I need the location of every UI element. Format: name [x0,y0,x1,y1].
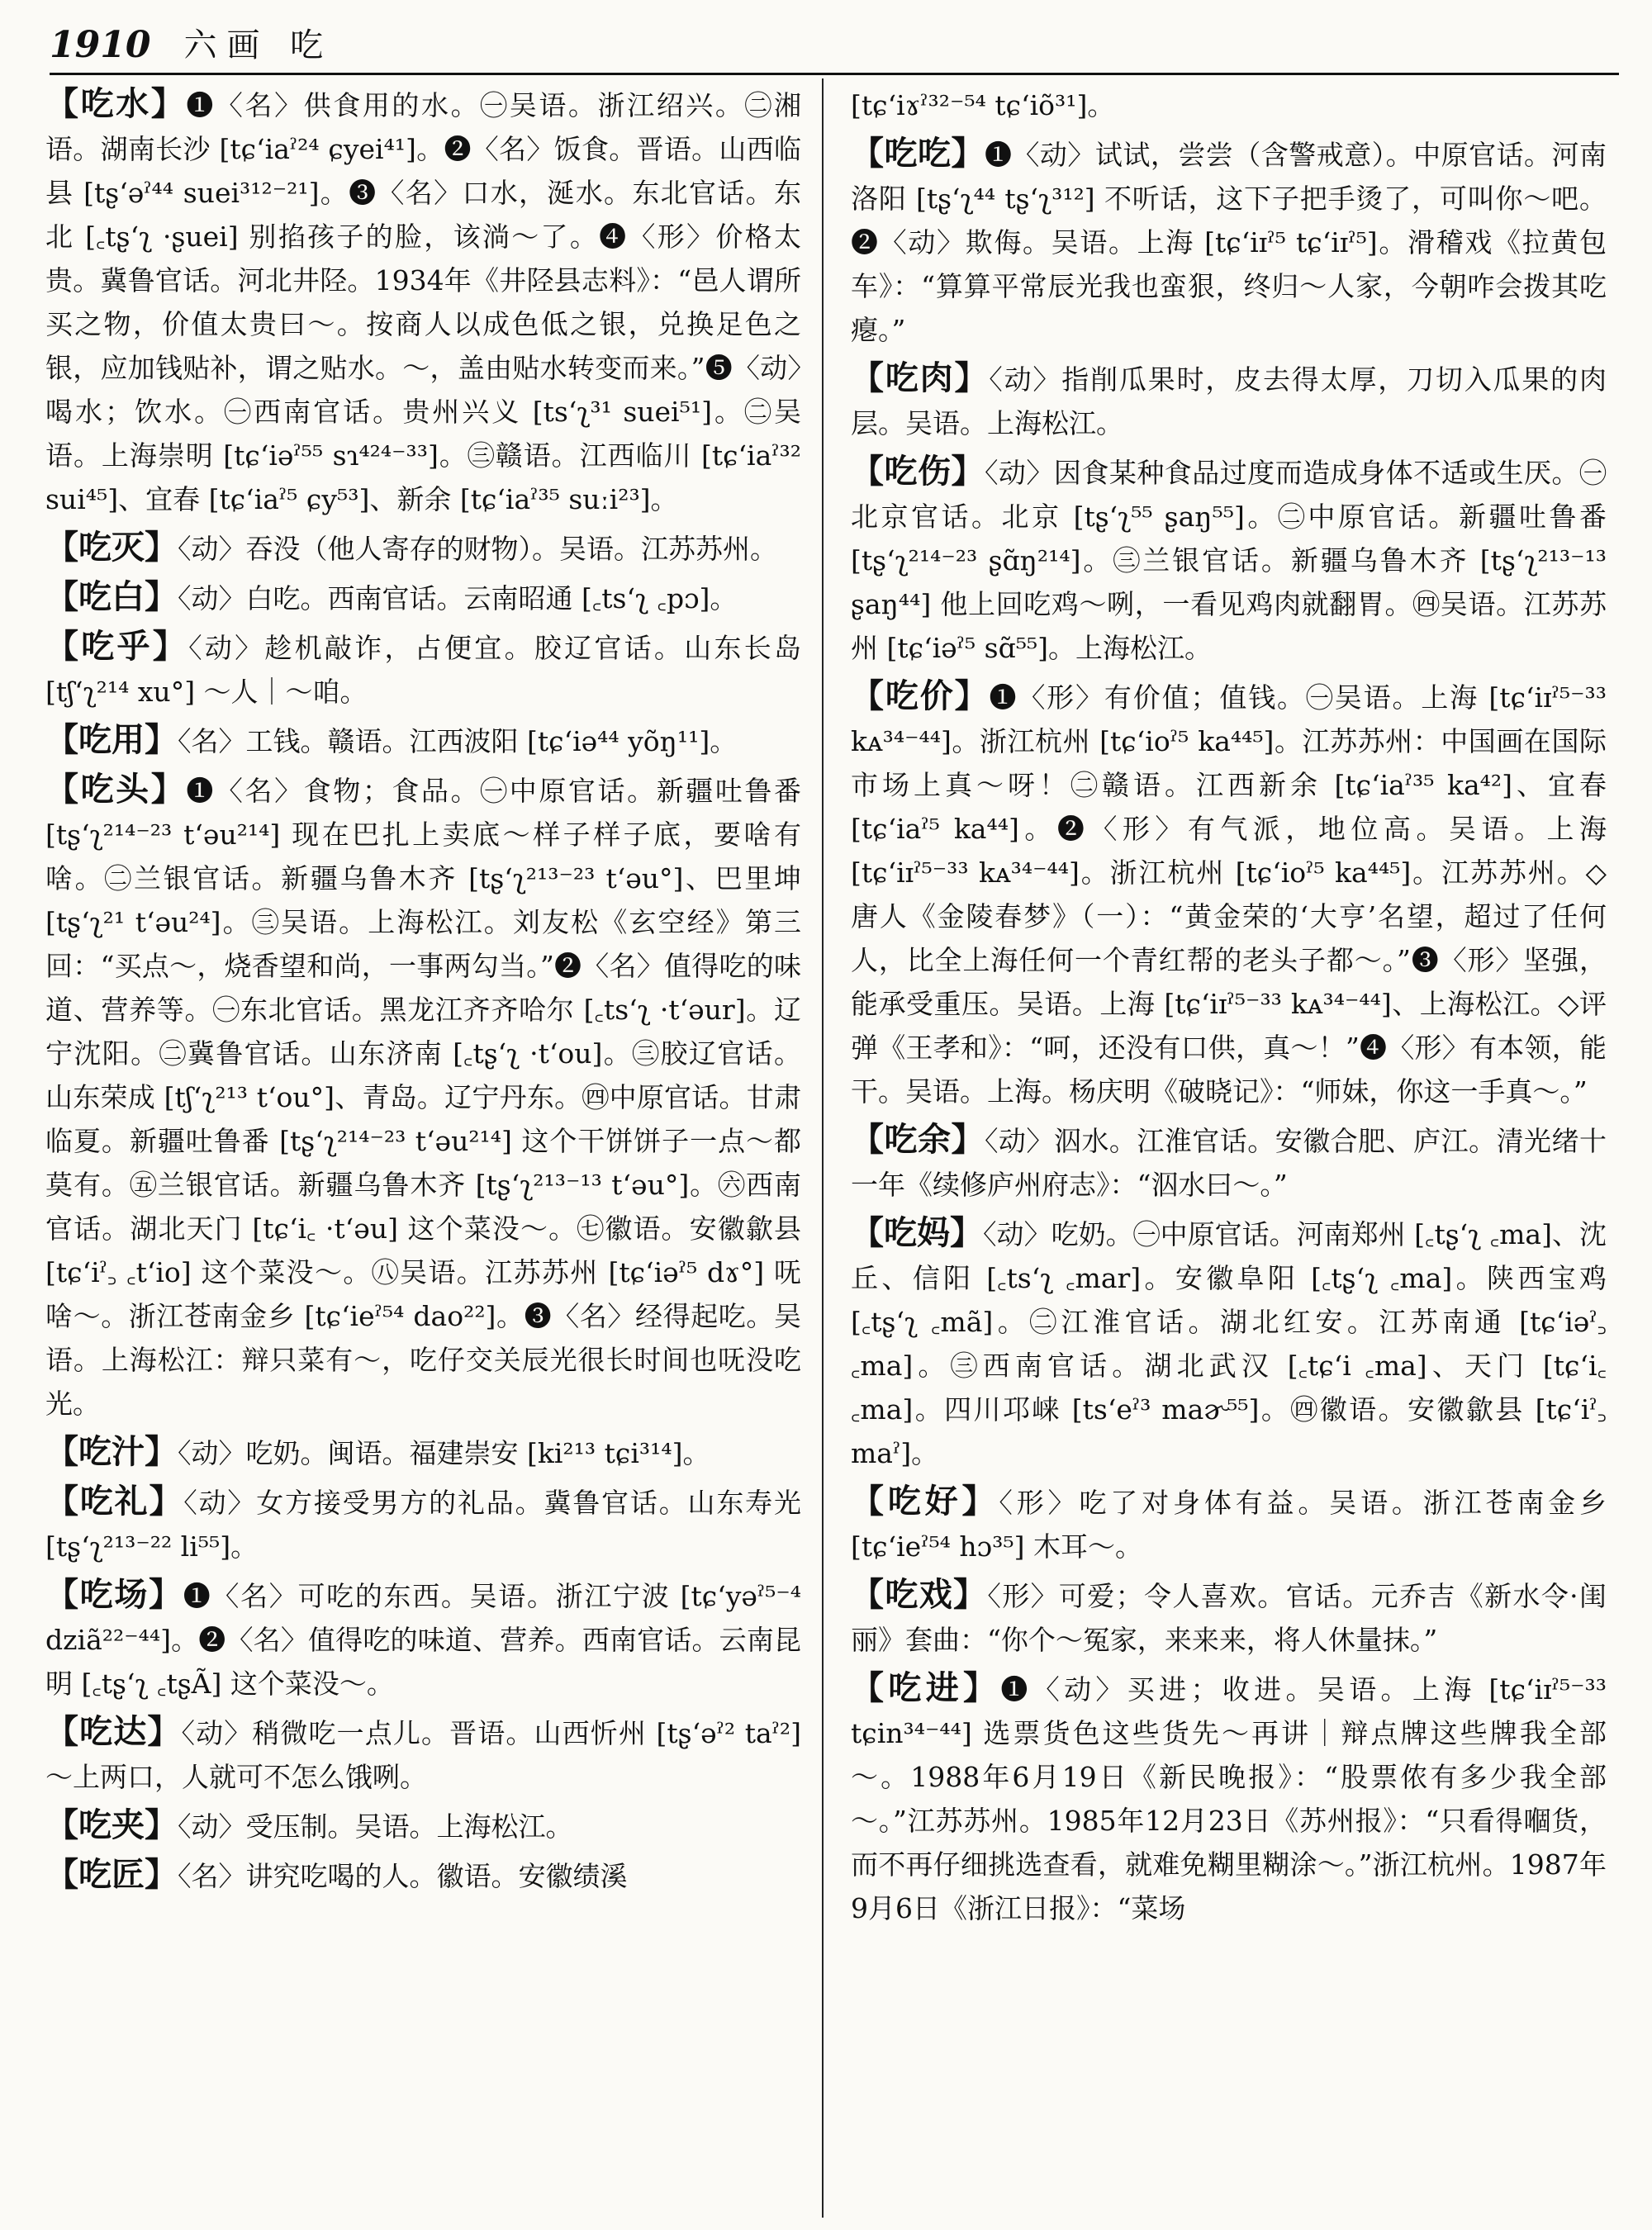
dictionary-entry [45,719,801,763]
definition: 〈动〉泅水。江淮官话。安徽合肥、庐江。清光绪十一年《续修庐州府志》：“泅水曰～。” [851,1125,1607,1201]
definition: 〈动〉女方接受男方的礼品。冀鲁官话。山东寿光 [tʂʻʅ²¹³⁻²² li⁵⁵]。 [45,1487,801,1563]
headword: 【吃汁】 [45,1433,178,1471]
definition: [tɕʻiɤˀ³²⁻⁵⁴ tɕʻiõ³¹]。 [851,89,1115,121]
definition: 〈动〉吞没（他人寄存的财物）。吴语。江苏苏州。 [178,533,777,565]
definition: ❶〈形〉有价值；值钱。㊀吴语。上海 [tɕʻiɪˀ⁵⁻³³ kᴀ³⁴⁻⁴⁴]。浙江杭州 [tɕʻioˀ⁵ ka⁴⁴⁵]。江苏苏州：中国画在国际市场上真～呀！㊁赣语。江西新余 [tɕʻiaˀ³⁵ ka⁴²]、宜春 [tɕʻiaˀ⁵ ka⁴⁴]。❷〈形〉有气派，地位高。吴语。上海 [tɕʻiɪˀ⁵⁻³³ kᴀ³⁴⁻⁴⁴]。浙江杭州 [tɕʻioˀ⁵ ka⁴⁴⁵]。江苏苏州。◇唐人《金陵春梦》（一）：“黄金荣的‘大亨’名望，超过了任何人，比全上海任何一个青红帮的老头子都～。”❸〈形〉坚强，能承受重压。吴语。上海 [tɕʻiɪˀ⁵⁻³³ kᴀ³⁴⁻⁴⁴]、上海松江。◇评弹《王孝和》：“呵，还没有口供，真～！”❹〈形〉有本领，能干。吴语。上海。杨庆明《破晓记》：“师妹，你这一手真～。” [851,681,1607,1108]
definition: 〈动〉因食某种食品过度而造成身体不适或生厌。㊀北京官话。北京 [tʂʻʅ⁵⁵ ʂaŋ⁵⁵]。㊁中原官话。新疆吐鲁番 [tʂʻʅ²¹⁴⁻²³ ʂɑ̃ŋ²¹⁴]。㊂兰银官话。新疆乌鲁木齐 [tʂʻʅ²¹³⁻¹³ ʂaŋ⁴⁴] 他上回吃鸡～咧，一看见鸡肉就翻胃。㊃吴语。江苏苏州 [tɕʻiəˀ⁵ sɑ̃⁵⁵]。上海松江。 [851,457,1607,664]
dictionary-entry [851,1573,1607,1662]
headword: 【吃头】 [45,771,187,809]
definition: 〈动〉吃奶。闽语。福建崇安 [ki²¹³ tɕi³¹⁴]。 [178,1437,710,1469]
definition: 〈动〉稍微吃一点儿。晋语。山西忻州 [tʂʻəˀ² taˀ²] ～上两口，人就可不怎么饿咧。 [45,1717,801,1793]
headword: 【吃夹】 [45,1806,178,1844]
headword: 【吃吃】 [851,135,985,173]
dictionary-entry [45,625,801,714]
dictionary-entry [45,768,801,1426]
dictionary-entry [45,576,801,620]
definition: ❶〈名〉食物；食品。㊀中原官话。新疆吐鲁番 [tʂʻʅ²¹⁴⁻²³ tʻəu²¹⁴] 现在巴扎上卖底～样子样子底，要啥有啥。㊁兰银官话。新疆乌鲁木齐 [tʂʻʅ²¹³⁻²³ tʻəu°]、巴里坤 [tʂʻʅ²¹ tʻəu²⁴]。㊂吴语。上海松江。刘友松《玄空经》第三回：“买点～，烧香望和尚，一事两勾当。”❷〈名〉值得吃的味道、营养等。㊀东北官话。黑龙江齐齐哈尔 [꜀tsʻʅ ·tʻəur]。辽宁沈阳。㊁冀鲁官话。山东济南 [꜀tʂʻʅ ·tʻou]。㊂胶辽官话。山东荣成 [tʃʻʅ²¹³ tʻou°]、青岛。辽宁丹东。㊃中原官话。甘肃临夏。新疆吐鲁番 [tʂʻʅ²¹⁴⁻²³ tʻəu²¹⁴] 这个干饼饼子一点～都莫有。㊄兰银官话。新疆乌鲁木齐 [tʂʻʅ²¹³⁻¹³ tʻəu°]。㊅西南官话。湖北天门 [tɕʻi꜀ ·tʻəu] 这个菜没～。㊆徽语。安徽歙县 [tɕʻiˀ꜆ ꜀tʻio] 这个菜没～。㊇吴语。江苏苏州 [tɕʻiəˀ⁵ dɤ°] 呒啥～。浙江苍南金乡 [tɕʻieˀ⁵⁴ dao²²]。❸〈名〉经得起吃。吴语。上海松江：辩只菜有～，吃仔交关辰光很长时间也呒没吃光。 [45,775,801,1420]
dictionary-entry [851,357,1607,445]
headword: 【吃戏】 [851,1576,988,1614]
right-column [851,83,1607,2213]
headword: 【吃场】 [45,1576,183,1614]
definition: 〈动〉受压制。吴语。上海松江。 [178,1810,573,1843]
dictionary-entry [851,675,1607,1113]
headword: 【吃灭】 [45,529,178,567]
dictionary-entry [45,1480,801,1568]
dictionary-entry [45,1804,801,1848]
definition: 〈动〉指削瓜果时，皮去得太厚，刀切入瓜果的肉层。吴语。上海松江。 [851,363,1607,439]
definition: ❶〈名〉供食用的水。㊀吴语。浙江绍兴。㊁湘语。湖南长沙 [tɕʻiaˀ²⁴ ɕyei⁴¹]。❷〈名〉饭食。晋语。山西临县 [tʂʻəˀ⁴⁴ suei³¹²⁻²¹]。❸〈名〉口水，涎水。东北官话。东北 [꜀tʂʻʅ ·ʂuei] 别掐孩子的脸，该淌～了。❹〈形〉价格太贵。冀鲁官话。河北井陉。1934年《井陉县志料》：“邑人谓所买之物，价值太贵曰～。按商人以成色低之银，兑换足色之银，应加钱贴补，谓之贴水。～，盖由贴水转变而来。”❺〈动〉喝水；饮水。㊀西南官话。贵州兴义 [tsʻʅ³¹ suei⁵¹]。㊁吴语。上海崇明 [tɕʻiəˀ⁵⁵ sɿ⁴²⁴⁻³³]。㊂赣语。江西临川 [tɕʻiaˀ³² sui⁴⁵]、宜春 [tɕʻiaˀ⁵ ɕy⁵³]、新余 [tɕʻiaˀ³⁵ suːi²³]。 [45,89,801,515]
dictionary-entry [45,1853,801,1898]
definition: 〈名〉讲究吃喝的人。徽语。安徽绩溪 [178,1860,628,1892]
dictionary-entry [851,132,1607,352]
column-divider [822,78,824,2218]
headword: 【吃妈】 [851,1214,984,1252]
definition: 〈动〉白吃。西南官话。云南昭通 [꜀tsʻʅ ꜀pɔ]。 [178,582,738,614]
dictionary-entry [45,1431,801,1475]
headword: 【吃价】 [851,677,990,715]
section-title: 六画 吃 [183,26,334,64]
dictionary-entry [851,450,1607,670]
definition: 〈形〉吃了对身体有益。吴语。浙江苍南金乡 [tɕʻieˀ⁵⁴ hɔ³⁵] 木耳～。 [851,1487,1607,1563]
definition: ❶〈动〉买进；收进。吴语。上海 [tɕʻiɪˀ⁵⁻³³ tɕin³⁴⁻⁴⁴] 选票货色这些货先～再讲｜辩点牌这些牌我全部～。1988年6月19日《新民晚报》：“股票侬有多少我全部～。”江苏苏州。1985年12月23日《苏州报》：“只看得嗰货，而不再仔细挑选查看，就难免糊里糊涂～。”浙江杭州。1987年9月6日《浙江日报》：“菜场 [851,1673,1607,1924]
headword: 【吃白】 [45,578,178,616]
dictionary-entry [45,83,801,521]
headword: 【吃礼】 [45,1483,184,1521]
dictionary-entry [851,1118,1607,1207]
page-number: 1910 [50,24,151,66]
page-header [50,15,1619,75]
dictionary-entry [851,1667,1607,1930]
dictionary-entry [45,1573,801,1706]
dictionary-entry [45,526,801,571]
definition: 〈名〉工钱。赣语。江西波阳 [tɕʻiə⁴⁴ yõŋ¹¹]。 [178,725,738,757]
headword: 【吃乎】 [45,628,189,666]
headword: 【吃达】 [45,1713,182,1751]
headword: 【吃好】 [851,1483,999,1521]
dictionary-entry [851,83,1607,127]
definition: ❶〈名〉可吃的东西。吴语。浙江宁波 [tɕʻyəˀ⁵⁻⁴ dziã²²⁻⁴⁴]。❷〈名〉值得吃的味道、营养。西南官话。云南昆明 [꜀tʂʻʅ ꜀tʂÃ] 这个菜没～。 [45,1580,801,1700]
left-column [45,83,801,2213]
headword: 【吃匠】 [45,1856,178,1894]
headword: 【吃水】 [45,85,187,123]
headword: 【吃伤】 [851,453,985,491]
definition: 〈形〉可爱；令人喜欢。官话。元乔吉《新水令·闺丽》套曲：“你个～冤家，来来来，将人休量抹。” [851,1580,1607,1656]
dictionary-entry [45,1710,801,1799]
headword: 【吃进】 [851,1669,1001,1707]
headword: 【吃余】 [851,1121,985,1159]
definition: 〈动〉趁机敲诈，占便宜。胶辽官话。山东长岛 [tʃʻʅ²¹⁴ xu°] ～人｜～咱。 [45,632,801,708]
headword: 【吃肉】 [851,359,990,397]
headword: 【吃用】 [45,721,178,759]
dictionary-entry [851,1480,1607,1568]
definition: 〈动〉吃奶。㊀中原官话。河南郑州 [꜀tʂʻʅ ꜀ma]、沈丘、信阳 [꜀tsʻʅ ꜀mar]。安徽阜阳 [꜀tʂʻʅ ꜀ma]。陕西宝鸡 [꜀tʂʻʅ ꜀mã]。㊁江淮官话。湖北红安。江苏南通 [tɕʻiəˀ꜆ ꜀ma]。㊂西南官话。湖北武汉 [꜀tɕʻi ꜀ma]、天门 [tɕʻi꜀ ꜀ma]。四川邛崃 [tsʻeˀ³ maɚ⁵⁵]。㊃徽语。安徽歙县 [tɕʻiˀ꜆ maˀ]。 [851,1218,1607,1469]
definition: ❶〈动〉试试，尝尝（含警戒意）。中原官话。河南洛阳 [tʂʻʅ⁴⁴ tʂʻʅ³¹²] 不听话，这下子把手烫了，可叫你～吧。❷〈动〉欺侮。吴语。上海 [tɕʻiɪˀ⁵ tɕʻiɪˀ⁵]。滑稽戏《拉黄包车》：“算算平常辰光我也蛮狠，终归～人家，今朝咋会拨其吃瘪。” [851,139,1607,346]
dictionary-entry [851,1212,1607,1475]
